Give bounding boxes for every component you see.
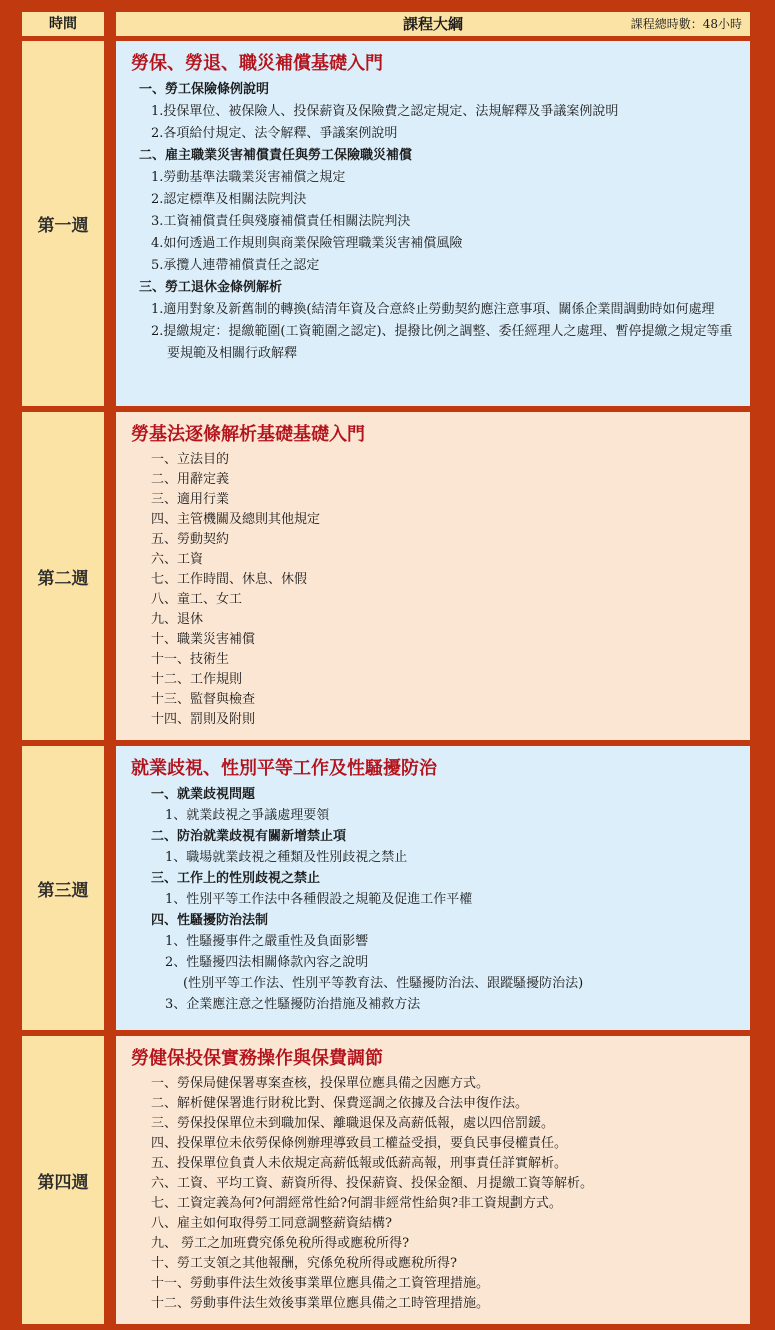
week-2-item: 六、工資	[151, 552, 204, 567]
week-4-item: 五、投保單位負責人未依規定高薪低報或低薪高報，刑事責任詳實解析。	[151, 1156, 568, 1171]
week-2-label: 第二週	[37, 568, 89, 589]
week-2-item: 二、用辭定義	[151, 472, 230, 487]
week-1-item: 1.勞動基準法職業災害補償之規定	[151, 170, 346, 185]
week-3-label: 第三週	[37, 880, 89, 901]
week-4-content	[116, 1036, 750, 1324]
week-3-label-cell	[22, 746, 104, 1030]
header-time-cell	[22, 12, 104, 36]
week-3-content	[116, 746, 750, 1030]
week-4-label-cell	[22, 1036, 104, 1324]
week-1-item: 2.認定標準及相關法院判決	[151, 192, 307, 207]
week-4-item: 十一、勞動事件法生效後事業單位應具備之工資管理措施。	[151, 1276, 490, 1291]
week-3-section: 二、防治就業歧視有關新增禁止項	[151, 829, 347, 844]
week-4-item: 四、投保單位未依勞保條例辦理導致員工權益受損，要負民事侵權責任。	[151, 1136, 568, 1151]
week-4-label: 第四週	[37, 1172, 89, 1193]
week-4-item: 六、工資、平均工資、薪資所得、投保薪資、投保金額、月提繳工資等解析。	[151, 1176, 594, 1191]
week-2-item: 十、職業災害補償	[151, 632, 256, 647]
week-1-label-cell	[22, 41, 104, 406]
week-3-item: 2、性騷擾四法相關條款內容之說明	[165, 955, 369, 970]
week-1-item: 4.如何透過工作規則與商業保險管理職業災害補償風險	[151, 236, 463, 251]
week-3-item: 1、性別平等工作法中各種假設之規範及促進工作平權	[165, 892, 473, 907]
week-2-item: 十三、監督與檢查	[151, 692, 256, 707]
week-2-item: 五、勞動契約	[151, 532, 230, 547]
week-4-item: 十、勞工支領之其他報酬，究係免稅所得或應稅所得?	[151, 1256, 457, 1271]
week-1-item: 2.各項給付規定、法令解釋、爭議案例說明	[151, 126, 398, 141]
week-4-item: 一、勞保局健保署專案查核，投保單位應具備之因應方式。	[151, 1076, 490, 1091]
week-1-section: 一、勞工保險條例說明	[139, 82, 270, 97]
header-outline-cell	[116, 12, 750, 36]
week-2-item: 四、主管機關及總則其他規定	[151, 512, 321, 527]
week-4-item: 七、工資定義為何?何謂經常性給?何謂非經常性給與?非工資規劃方式。	[151, 1196, 562, 1211]
week-2-item: 七、工作時間、休息、休假	[151, 572, 308, 587]
week-1-section: 二、雇主職業災害補償責任與勞工保險職災補償	[139, 148, 413, 163]
week-3-item: 1、就業歧視之爭議處理要領	[165, 808, 330, 823]
week-2-item: 九、退休	[151, 612, 204, 627]
week-4-item: 八、雇主如何取得勞工同意調整薪資結構?	[151, 1216, 392, 1231]
week-2-item: 八、童工、女工	[151, 592, 243, 607]
week-3-item: (性別平等工作法、性別平等教育法、性騷擾防治法、跟蹤騷擾防治法)	[183, 976, 584, 991]
week-4-item: 三、勞保投保單位未到職加保、離職退保及高薪低報，處以四倍罰鍰。	[151, 1116, 555, 1131]
week-3-item: 3、企業應注意之性騷擾防治措施及補救方法	[165, 997, 421, 1012]
week-2-item: 十四、罰則及附則	[151, 712, 256, 727]
week-1-label: 第一週	[37, 216, 89, 236]
week-3-title: 就業歧視、性別平等工作及性騷擾防治	[131, 758, 437, 779]
week-4-item: 九、 勞工之加班費究係免稅所得或應稅所得?	[151, 1236, 410, 1251]
week-1-item: 1.適用對象及新舊制的轉換(結清年資及合意終止勞動契約應注意事項、關係企業間調動時如何處理	[151, 302, 715, 317]
week-1-item: 1.投保單位、被保險人、投保薪資及保險費之認定規定、法規解釋及爭議案例說明	[151, 104, 619, 119]
week-2-item: 十二、工作規則	[151, 672, 243, 687]
header-time-label: 時間	[49, 16, 77, 32]
week-2-item: 三、適用行業	[151, 492, 230, 507]
week-2-label-cell	[22, 412, 104, 740]
week-4-title: 勞健保投保實務操作與保費調節	[131, 1048, 383, 1069]
week-2-item: 一、立法目的	[151, 452, 230, 467]
week-1-item: 3.工資補償責任與殘廢補償責任相關法院判決	[151, 214, 411, 229]
week-3-item: 1、職場就業歧視之種類及性別歧視之禁止	[165, 850, 408, 865]
week-1-content	[116, 41, 750, 406]
week-3-section: 三、工作上的性別歧視之禁止	[151, 871, 321, 886]
week-2-item: 十一、技術生	[151, 652, 230, 667]
week-1-item: 5.承攬人連帶補償責任之認定	[151, 258, 320, 273]
week-3-section: 四、性騷擾防治法制	[151, 913, 269, 928]
week-1-item: 2.提繳規定：提繳範圍(工資範圍之認定)、提撥比例之調整、委任經理人之處理、暫停提繳之規定等重要規範及相關行政解釋	[151, 324, 733, 361]
week-4-item: 二、解析健保署進行財稅比對、保費逕調之依據及合法申復作法。	[151, 1096, 529, 1111]
week-3-item: 1、性騷擾事件之嚴重性及負面影響	[165, 934, 369, 949]
week-1-section: 三、勞工退休金條例解析	[139, 280, 283, 295]
header-outline-label: 課程大綱	[402, 15, 463, 33]
week-2-content	[116, 412, 750, 740]
week-2-title: 勞基法逐條解析基礎基礎入門	[131, 424, 365, 445]
week-4-item: 十二、勞動事件法生效後事業單位應具備之工時管理措施。	[151, 1296, 490, 1311]
total-hours-label: 課程總時數：48小時	[630, 17, 742, 31]
week-3-section: 一、就業歧視問題	[151, 787, 256, 802]
week-1-title: 勞保、勞退、職災補償基礎入門	[131, 53, 383, 74]
